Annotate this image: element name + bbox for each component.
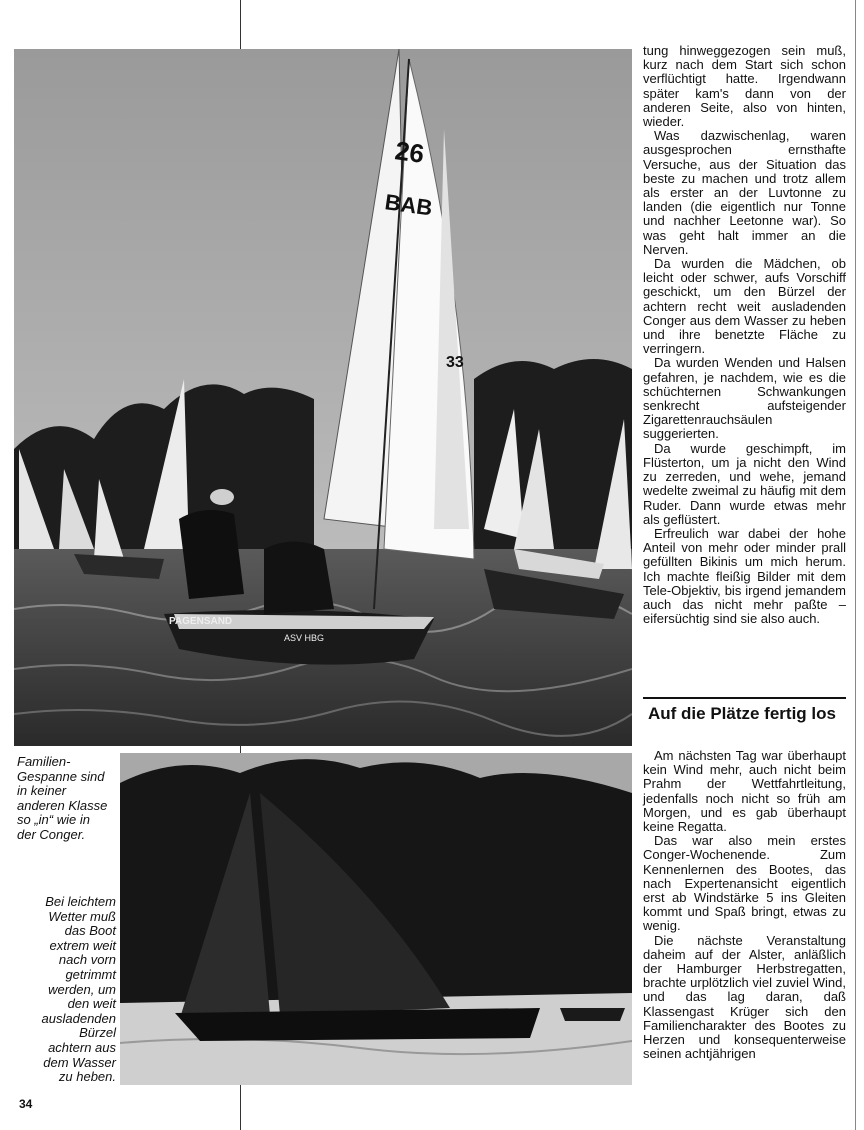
paragraph: Das war also mein erstes Conger-Wochenende. Zum Kennenlernen des Bootes, das nach Expertenansicht eigentlich erst ab Windstärke 5 ins Gleiten kommt und Spaß bringt, etwas zu wenig. <box>643 833 846 934</box>
paragraph: Die nächste Veranstaltung daheim auf der Alster, anläßlich der Hamburger Herbstregatten, brachte urplötzlich viel zuviel Wind, und das lag daran, daß Klassengast Krüger sich den Familiencharakter des Bootes zu Herzen und konsequenterweise seinen achtjährigen <box>643 932 846 1062</box>
sail-letters-text: BAB <box>383 189 434 221</box>
article-column-bottom <box>643 749 846 1061</box>
sail-number-text: 26 <box>393 135 426 169</box>
photo-caption-light-weather: Bei leichtem Wetter muß das Boot extrem weit nach vorn getrimmt werden, um den weit ausladenden Bürzel achtern aus dem Wasser zu heben. <box>41 894 116 1085</box>
section-heading-rule <box>643 697 846 699</box>
photo-sailboats-regatta <box>14 49 632 746</box>
paragraph: Da wurde geschimpft, im Flüsterton, um ja nicht den Wind zu zerreden, und wehe, jemand wedelte zweimal zu häufig mit dem Ruder. Dann wurde etwas mehr als geflüstert. <box>643 440 846 527</box>
page-edge-line <box>855 0 856 1130</box>
paragraph: Da wurden die Mädchen, ob leicht oder schwer, aufs Vorschiff geschickt, um den Bürzel der achtern recht weit ausladenden Conger aus dem Wasser zu heben und ihre benetzte Fläche zu verringern. <box>643 256 846 357</box>
photo-boat-light-wind <box>120 753 632 1085</box>
paragraph: Da wurden Wenden und Halsen gefahren, je nachdem, wie es die schüchternen Schwankungen senkrecht aufsteigender Zigarettenrauchsäulen suggerierten. <box>643 355 846 442</box>
boat-name-text: PAGENSAND <box>169 616 233 627</box>
boat-club-text: ASV HBG <box>284 633 325 643</box>
paragraph: Erfreulich war dabei der hohe Anteil von mehr oder minder prall gefüllten Bikinis um mich herum. Ich machte fleißig Bilder mit dem Tele-Objektiv, bis irgend jemandem auch das nicht mehr paßte – eifersüchtig sind sie also auch. <box>643 525 846 627</box>
paragraph: Was dazwischenlag, waren ausgesprochen ernsthafte Versuche, aus der Situation das beste zu machen und trotz allem als erster an der Luvtonne zu landen (die eigentlich nur Tonne und nachher Leetonne war). So was geht halt immer an die Nerven. <box>643 128 846 257</box>
article-column-top <box>643 44 846 626</box>
section-heading: Auf die Plätze fertig los <box>648 704 836 723</box>
paragraph: Am nächsten Tag war überhaupt kein Wind mehr, auch nicht beim Prahm der Wettfahrtleitung, jedenfalls noch nicht so früh am Morgen, und es gab überhaupt keine Regatta. <box>643 748 846 835</box>
page-number: 34 <box>19 1097 33 1111</box>
paragraph: tung hinweggezogen sein muß, kurz nach dem Start sich schon verflüchtigt hatte. Irgendwann später kam's dann von der anderen Seite, also von hinten, wieder. <box>643 43 846 130</box>
second-sail-number-text: 33 <box>446 354 464 371</box>
photo-caption-family-crews: Familien-Gespanne sind in keiner anderen Klasse so „in“ wie in der Conger. <box>17 754 108 842</box>
